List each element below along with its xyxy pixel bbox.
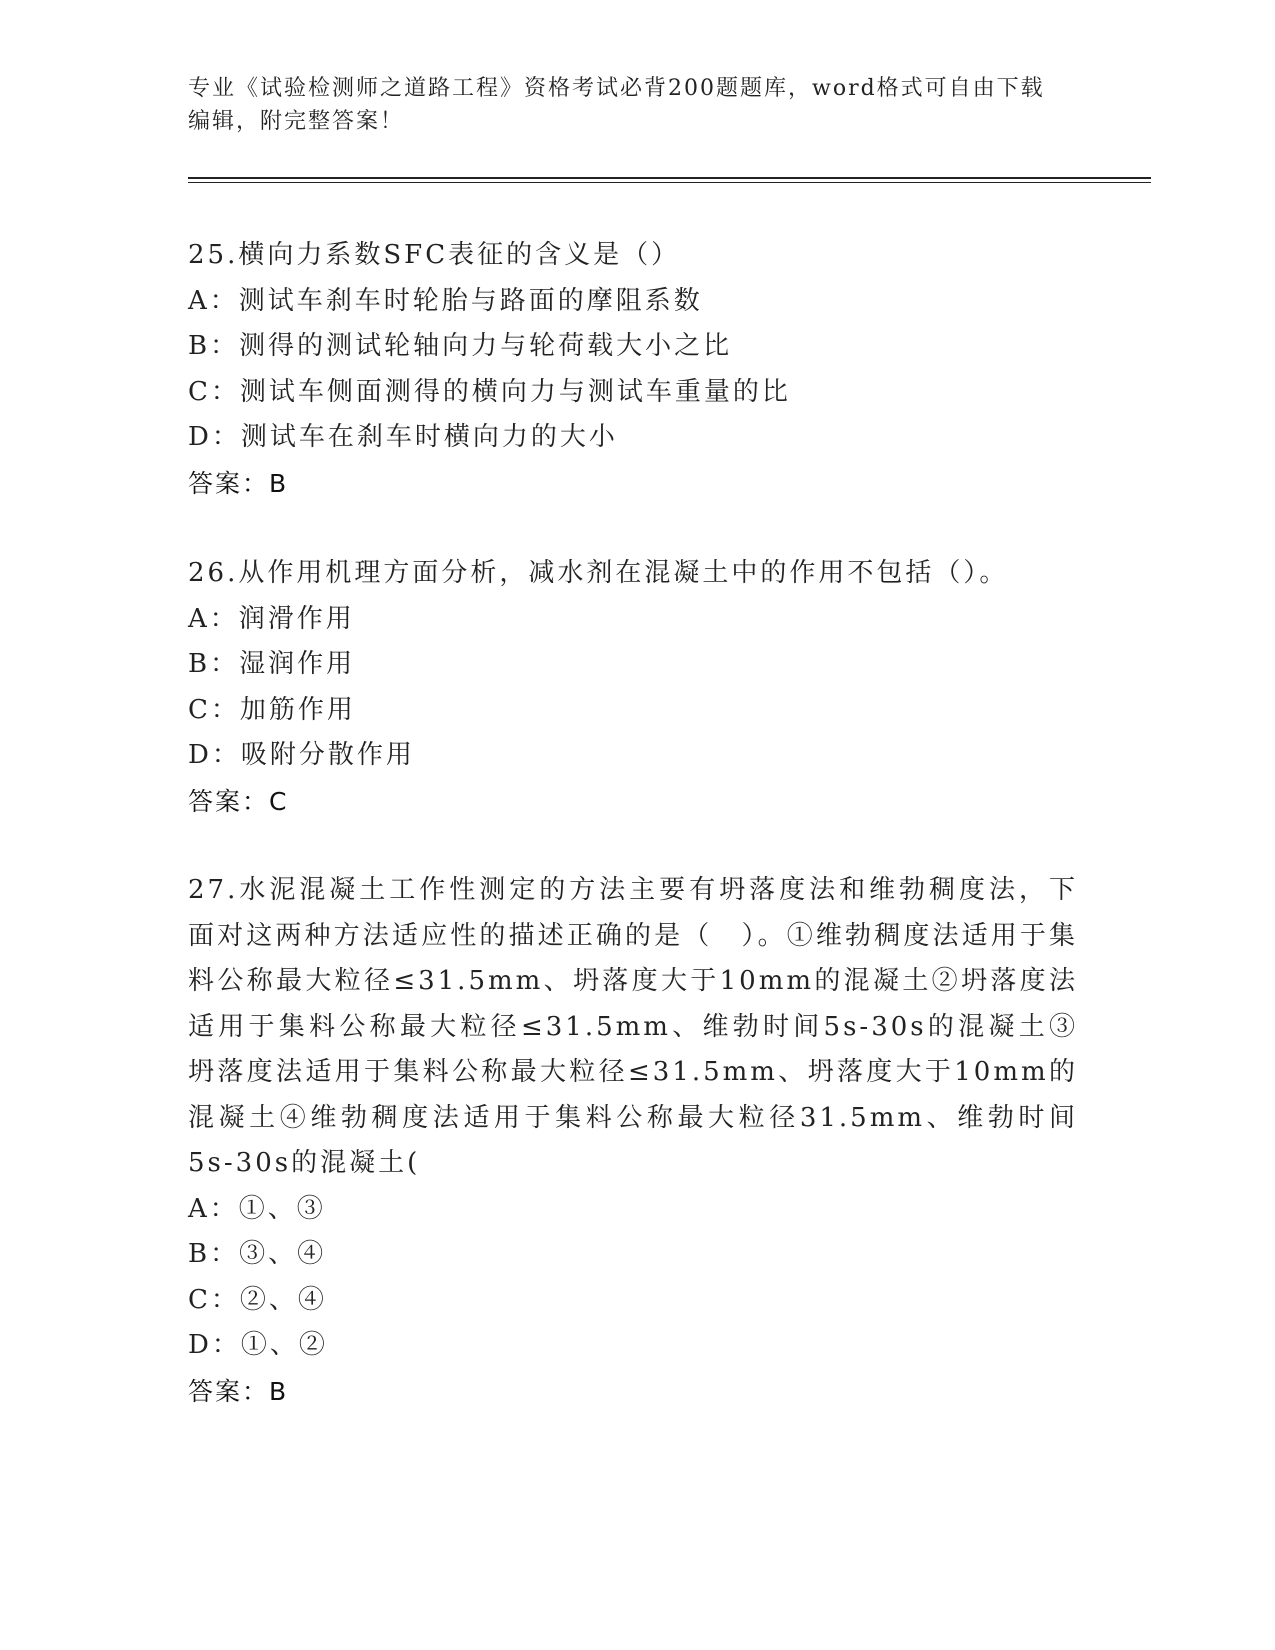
question-stem: 26.从作用机理方面分析，减水剂在混凝土中的作用不包括（）。 [188,558,1009,588]
document-header: 专业《试验检测师之道路工程》资格考试必背200题题库，word格式可自由下载编辑，附完整答案！ [188,76,1045,134]
option-b: B：湿润作用 [188,649,356,679]
option-c: C：测试车侧面测得的横向力与测试车重量的比 [188,376,791,407]
option-c: C：②、④ [188,1284,327,1315]
question-stem: 27.水泥混凝土工作性测定的方法主要有坍落度法和维勃稠度法，下面对这两种方法适应性的描述正确的是（ ）。①维勃稠度法适用于集料公称最大粒径≤31.5mm、坍落度大于10mm的混凝土②坍落度法适用于集料公称最大粒径≤31.5mm、维勃时间5s-30s的混凝土③坍落度法适用于集料公称最大粒径≤31.5mm、坍落度大于10mm的混凝土④维勃稠度法适用于集料公称最大粒径31.5mm、维勃时间5s-30s的混凝土( [188,875,1078,1178]
header-divider-thin [188,182,1151,183]
answer-line: 答案：B [188,468,289,498]
answer-line: 答案：B [188,1376,289,1406]
option-b: B：③、④ [188,1239,327,1269]
header-divider-thick [188,177,1151,179]
option-a: A：测试车刹车时轮胎与路面的摩阻系数 [188,285,703,316]
option-a: A：①、③ [188,1193,326,1224]
answer-line: 答案：C [188,786,289,816]
option-c: C：加筋作用 [188,694,356,725]
question-26 [188,551,1088,824]
option-a: A：润滑作用 [188,603,355,634]
question-27 [188,868,1088,1414]
question-stem: 25.横向力系数SFC表征的含义是（） [188,240,681,270]
option-d: D：吸附分散作用 [188,740,415,770]
option-d: D：①、② [188,1330,328,1360]
option-b: B：测得的测试轮轴向力与轮荷载大小之比 [188,331,733,361]
question-25 [188,233,1088,506]
option-d: D：测试车在刹车时横向力的大小 [188,422,618,452]
